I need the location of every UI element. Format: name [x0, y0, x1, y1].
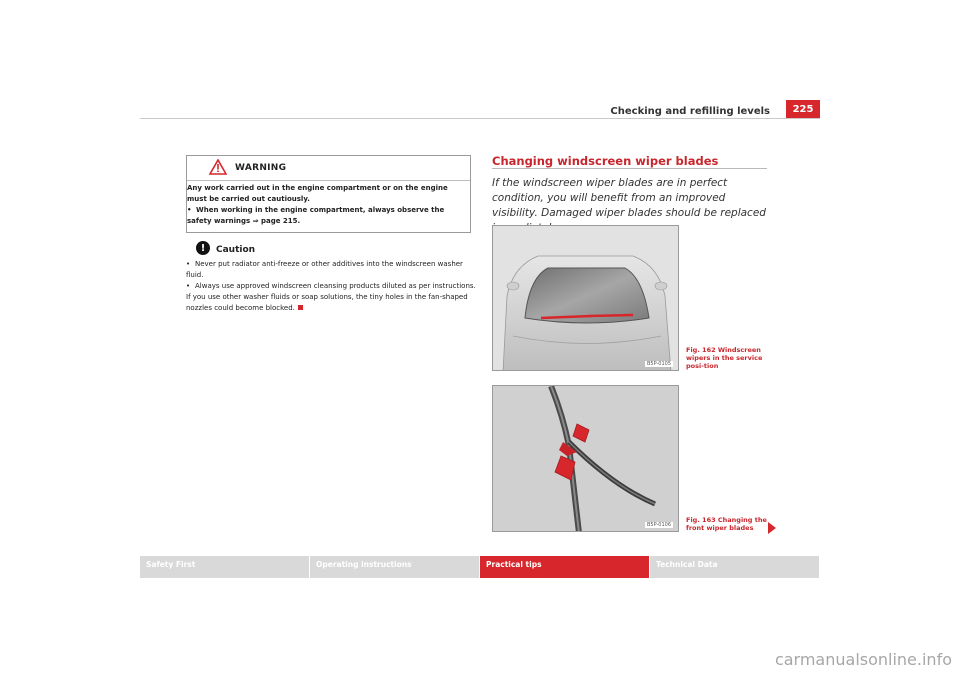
- warning-text-2: [187, 205, 466, 227]
- tab-practical-tips[interactable]: Practical tips: [480, 556, 649, 578]
- figure-162-caption: Fig. 162 Windscreen wipers in the service posi-tion: [686, 346, 763, 370]
- figure-code: B5P-0106: [646, 522, 671, 528]
- caution-icon: !: [196, 241, 210, 255]
- footer-nav: [140, 556, 820, 578]
- warning-triangle-icon: [209, 159, 227, 175]
- next-page-arrow-icon[interactable]: [768, 522, 776, 534]
- page-number: 225: [786, 100, 820, 119]
- warning-text-1: Any work carried out in the engine compartment or on the engine must be carried out cautiously.: [187, 184, 448, 203]
- tab-operating-instructions[interactable]: Operating instructions: [310, 556, 479, 578]
- caution-item-1: [186, 259, 476, 281]
- caution-body: [186, 259, 476, 314]
- section-end-icon: [298, 305, 303, 310]
- tab-technical-data[interactable]: Technical Data: [650, 556, 819, 578]
- warning-title: WARNING: [235, 163, 287, 173]
- warning-body: [187, 183, 466, 227]
- header-divider: [140, 118, 820, 119]
- warning-text-2-content: When working in the engine compartment, always observe the safety warnings ⇒ page 215.: [187, 206, 445, 225]
- section-divider: [492, 168, 767, 169]
- figure-163: [492, 385, 679, 532]
- figure-163-caption: Fig. 163 Changing the front wiper blades: [686, 516, 767, 532]
- caution-item-2-text: Always use approved windscreen cleansing products diluted as per instructions. If you use other washer fluids or soap solutions, the tiny holes in the fan-shaped nozzles could become blocked.: [186, 282, 476, 312]
- caution-item-1-text: Never put radiator anti-freeze or other additives into the windscreen washer fluid.: [186, 260, 463, 279]
- caution-title: Caution: [216, 245, 256, 255]
- warning-box: [186, 155, 471, 233]
- bullet-icon: •: [186, 260, 191, 268]
- watermark: carmanualsonline.info: [774, 650, 952, 669]
- bullet-icon: •: [187, 206, 192, 214]
- figure-162: [492, 225, 679, 371]
- figure-code: B5P-0105: [646, 361, 671, 367]
- section-intro: If the windscreen wiper blades are in perfect condition, you will benefit from an improved visibility. Damaged wiper blades should be replaced: [492, 177, 766, 219]
- windscreen-illustration: [493, 226, 679, 371]
- bullet-icon: •: [186, 282, 191, 290]
- caution-item-2: [186, 281, 476, 314]
- running-header: Checking and refilling levels: [610, 106, 770, 117]
- section-title: Changing windscreen wiper blades: [492, 154, 719, 168]
- warning-header: [187, 156, 470, 181]
- wiper-blade-illustration: [493, 386, 679, 532]
- tab-safety-first[interactable]: Safety First: [140, 556, 309, 578]
